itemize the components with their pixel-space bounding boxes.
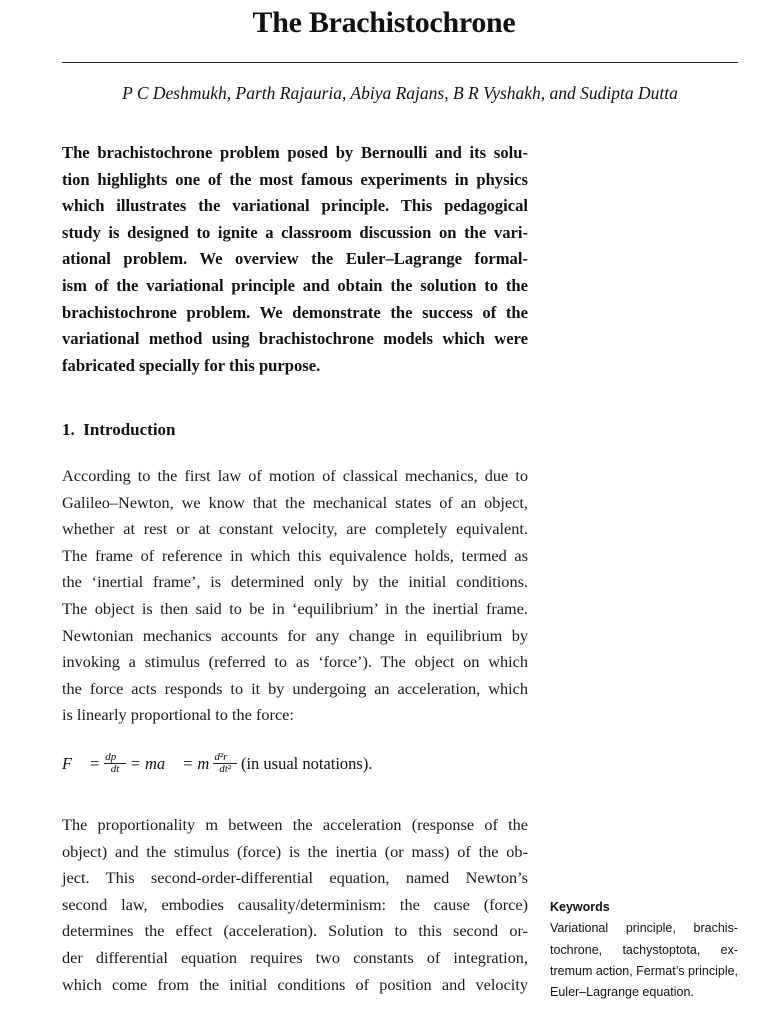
equation-fraction-d2r-dt2: [213, 752, 237, 775]
equation-fraction-dp-dt: [104, 752, 126, 775]
keywords-heading: Keywords: [550, 900, 610, 914]
text-line: object) and the stimulus (force) is the inertia (or mass) of the ob-: [62, 841, 528, 861]
title-divider: [62, 62, 738, 63]
keywords-sidebar: [550, 897, 738, 1003]
abstract-line: brachistochrone problem. We demonstrate the success of the: [62, 302, 528, 322]
abstract-line: variational method using brachistochrone models which were: [62, 329, 528, 349]
text-line: whether at rest or at constant velocity, are completely equivalent.: [62, 519, 528, 539]
text-line: ject. This second-order-differential equation, named Newton’s: [62, 868, 528, 888]
text-line: Galileo–Newton, we know that the mechanical states of an object,: [62, 492, 528, 512]
abstract-line: which illustrates the variational principle. This pedagogical: [62, 196, 528, 216]
section-number: 1.: [62, 420, 75, 439]
text-line: The object is then said to be in ‘equilibrium’ in the inertial frame.: [62, 598, 528, 618]
text-line: According to the first law of motion of classical mechanics, due to: [62, 466, 528, 485]
text-line: the force acts responds to it by undergoing an acceleration, which: [62, 678, 528, 698]
fraction-denominator: dt²: [219, 763, 232, 775]
text-line: determines the effect (acceleration). Solution to this second or-: [62, 921, 528, 941]
keywords-line: tochrone, tachystoptota, ex-: [550, 942, 738, 957]
section-heading: [62, 420, 176, 440]
equation-note: (in usual notations).: [240, 753, 373, 773]
intro-paragraph-1: [62, 463, 528, 729]
text-line: der differential equation requires two constants of integration,: [62, 947, 528, 967]
fraction-numerator: d²r⃗: [214, 751, 236, 763]
abstract-line: ational problem. We overview the Euler–Lagrange formal-: [62, 249, 528, 269]
abstract-line: ism of the variational principle and obtain the solution to the: [62, 275, 528, 295]
text-line: Newtonian mechanics accounts for any change in equilibrium by: [62, 625, 528, 645]
fraction-denominator: dt: [110, 763, 120, 775]
text-line: which come from the initial conditions of position and velocity: [62, 974, 528, 994]
author-list: P C Deshmukh, Parth Rajauria, Abiya Rajans, B R Vyshakh, and Sudipta Dutta: [122, 83, 678, 103]
keywords-line: Euler–Lagrange equation.: [550, 985, 694, 1000]
intro-paragraph-2: [62, 812, 528, 998]
text-line: The proportionality m between the acceleration (response of the: [62, 815, 528, 834]
equation-middle: = ma⃗ = m: [129, 753, 210, 773]
newton-equation: [62, 752, 372, 775]
text-line: the ‘inertial frame’, is determined only by the initial conditions.: [62, 572, 528, 592]
text-line: The frame of reference in which this equivalence holds, termed as: [62, 545, 528, 565]
text-line: second law, embodies causality/determinism: the cause (force): [62, 894, 528, 914]
abstract-line: fabricated specially for this purpose.: [62, 355, 321, 375]
abstract-line: The brachistochrone problem posed by Bernoulli and its solu-: [62, 143, 528, 162]
equation-lhs: F⃗ =: [62, 753, 101, 773]
keywords-line: Variational principle, brachis-: [550, 921, 738, 936]
fraction-numerator: dp⃗: [105, 751, 125, 763]
article-title: The Brachistochrone: [252, 6, 516, 39]
text-line: is linearly proportional to the force:: [62, 705, 294, 725]
keywords-line: tremum action, Fermat’s principle,: [550, 963, 739, 978]
abstract-line: study is designed to ignite a classroom discussion on the vari-: [62, 222, 528, 242]
abstract: [62, 140, 528, 379]
section-title: Introduction: [83, 420, 176, 439]
text-line: invoking a stimulus (referred to as ‘force’). The object on which: [62, 652, 528, 672]
abstract-line: tion highlights one of the most famous experiments in physics: [62, 169, 528, 189]
